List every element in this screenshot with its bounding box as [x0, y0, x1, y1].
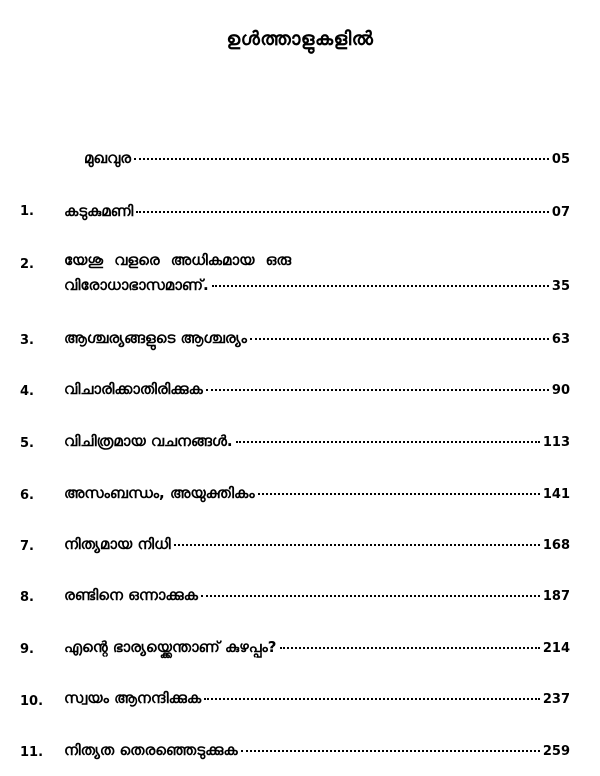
- toc-entry[interactable]: [64, 534, 570, 553]
- toc-entry-page: 90: [551, 383, 570, 398]
- dot-leader: [258, 483, 540, 498]
- dot-leader: [236, 431, 540, 446]
- toc-entry-number: 11.: [20, 745, 44, 760]
- toc-entry-number: 1.: [20, 204, 34, 219]
- toc-entry[interactable]: [64, 483, 570, 502]
- toc-entry-number: 3.: [20, 333, 34, 348]
- toc-entry-page: 237: [542, 692, 570, 707]
- dot-leader: [212, 275, 549, 290]
- toc-entry-label: ആശ്ചര്യങ്ങളുടെ ആശ്ചര്യം: [64, 329, 247, 347]
- toc-entry-label: വിചിത്രമായ വചനങ്ങൾ.: [64, 432, 233, 450]
- toc-entry-label: അസംബന്ധം, അയുക്തികം: [64, 484, 255, 502]
- toc-entry-page: 259: [542, 744, 570, 759]
- toc-entry-page: 141: [542, 487, 570, 502]
- dot-leader: [206, 379, 549, 394]
- toc-entry-number: 5.: [20, 436, 34, 451]
- toc-entry-number: 7.: [20, 539, 34, 554]
- toc-entry-page: 187: [542, 589, 570, 604]
- toc-entry-number: 8.: [20, 590, 34, 605]
- toc-entry-number: 6.: [20, 488, 34, 503]
- toc-entry[interactable]: [64, 431, 570, 450]
- page-title: ഉൾത്താളുകളിൽ: [226, 28, 374, 50]
- toc-entry-label: രണ്ടിനെ ഒന്നാക്കുക: [64, 586, 198, 604]
- dot-leader: [201, 585, 540, 600]
- dot-leader: [280, 637, 540, 652]
- toc-entry-label-line1: യേശു വളരെ അധികമായ ഒരു: [64, 251, 292, 269]
- toc-entry[interactable]: [64, 275, 570, 294]
- toc-entry-page: 63: [551, 332, 570, 347]
- toc-entry[interactable]: [64, 637, 570, 656]
- toc-entry-page: 35: [551, 279, 570, 294]
- toc-entry[interactable]: [64, 688, 570, 707]
- dot-leader: [241, 740, 540, 755]
- toc-entry-preface[interactable]: [84, 148, 570, 167]
- toc-entry[interactable]: [64, 201, 570, 220]
- toc-entry-label: മുഖവുര: [84, 149, 131, 167]
- toc-entry-page: 07: [551, 205, 570, 220]
- dot-leader: [174, 534, 540, 549]
- dot-leader: [134, 148, 549, 163]
- toc-entry[interactable]: [64, 379, 570, 398]
- toc-entry-label: നിത്യമായ നിധി: [64, 535, 171, 553]
- toc-entry-label: നിത്യത തെരഞ്ഞെടുക്കുക: [64, 741, 238, 759]
- toc-entry-page: 214: [542, 641, 570, 656]
- toc-entry[interactable]: [64, 328, 570, 347]
- toc-entry-label: എന്റെ ഭാര്യയ്ക്കെന്താണ് കുഴപ്പം?: [64, 638, 277, 656]
- toc-entry[interactable]: [64, 740, 570, 759]
- dot-leader: [136, 201, 549, 216]
- toc-entry-page: 05: [551, 152, 570, 167]
- toc-entry-label: വിരോധാഭാസമാണ്.: [64, 276, 209, 294]
- dot-leader: [250, 328, 549, 343]
- toc-entry-label: സ്വയം ആനന്ദിക്കുക: [64, 689, 202, 707]
- toc-entry-page: 113: [542, 435, 570, 450]
- toc-entry-label: വിചാരിക്കാതിരിക്കുക: [64, 380, 203, 398]
- toc-entry[interactable]: [64, 585, 570, 604]
- toc-entry-number: 10.: [20, 694, 44, 709]
- toc-entry-number: 4.: [20, 384, 34, 399]
- toc-entry-page: 168: [542, 538, 570, 553]
- toc-entry-number: 9.: [20, 642, 34, 657]
- toc-entry-number: 2.: [20, 257, 34, 272]
- dot-leader: [204, 688, 540, 703]
- toc-entry-label: കടുകുമണി: [64, 202, 134, 220]
